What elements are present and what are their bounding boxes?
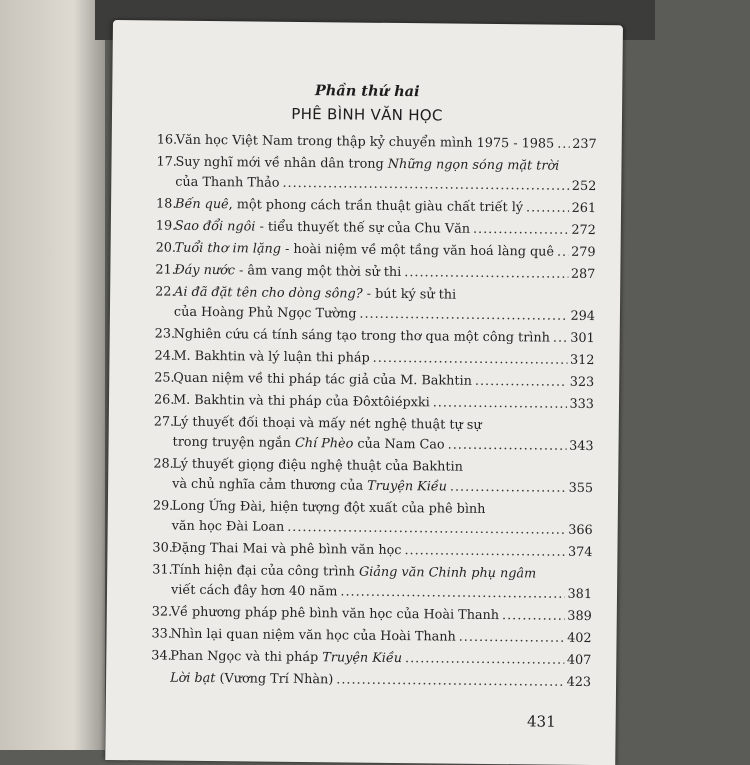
previous-page-edge [0,0,105,750]
page-number: 252 [571,178,597,195]
toc-entry: 16. Văn học Việt Nam trong thập kỷ chuyển mình 1975 - 1985 ..... 237 [157,132,597,159]
page-number: 237 [572,136,597,153]
page-number: 323 [569,374,595,391]
page-number: 423 [566,674,592,691]
toc-entry: Lời bạt (Vương Trí Nhàn) ..... 423 [151,670,591,697]
toc-entry: 29. Long Ứng Đài, hiện tượng đột xuất của phê bình văn học Đài Loan ..... 366 [153,498,593,545]
page-number: 312 [569,352,595,369]
page-number: 343 [569,438,594,455]
part-title: Phần thứ hai [314,82,420,101]
page-number: 389 [567,608,592,625]
page-number: 374 [567,544,593,561]
toc-entry: 24. M. Bakhtin và lý luận thi pháp ..... 312 [154,348,594,375]
toc-entry: 22. Ai đã đặt tên cho dòng sông? - bút ký sử thi của Hoàng Phủ Ngọc Tường ..... 294 [155,284,595,331]
book-page [105,20,623,765]
page-number: 333 [569,396,595,413]
toc-entry: 30. Đặng Thai Mai và phê bình văn học ..... 374 [152,540,592,567]
folio-page-number: 431 [526,712,556,731]
section-title: PHÊ BÌNH VĂN HỌC [291,104,443,125]
toc-entry: 28. Lý thuyết giọng điệu nghệ thuật của Bakhtin và chủ nghĩa cảm thương của Truyện Kiều ..... 355 [153,456,593,503]
page-number: 272 [571,222,596,239]
page-number: 407 [566,652,592,669]
page-number: 402 [567,630,592,647]
toc-entry: 31. Tính hiện đại của công trình Giảng văn Chinh phụ ngâm viết cách đây hơn 40 năm ..... 381 [152,562,592,609]
toc-entry: 34. Phan Ngọc và thi pháp Truyện Kiều ..... 407 [151,648,591,675]
page-number: 294 [570,308,595,325]
toc-entry: 18. Bến quê , một phong cách trần thuật giàu chất triết lý ..... 261 [156,196,596,223]
page-number: 381 [567,586,593,603]
page-number: 355 [568,480,594,497]
toc-entry: 26. M. Bakhtin và thi pháp của Đôxtôiépxki ..... 333 [154,392,594,419]
toc-entry: 23. Nghiên cứu cá tính sáng tạo trong thơ qua một công trình ..... 301 [155,326,595,353]
toc-entry: 25. Quan niệm về thi pháp tác giả của M. Bakhtin ..... 323 [154,370,594,397]
toc-entry: 19. Sao đổi ngôi - tiểu thuyết thế sự của Chu Văn ..... 272 [156,218,596,245]
table-of-contents [151,132,597,697]
page-number: 366 [568,522,593,539]
toc-entry: 20. Tuổi thơ im lặng - hoài niệm về một tầng văn hoá làng quê ..... 279 [155,240,595,267]
page-number: 287 [570,266,596,283]
toc-entry: 21. Đáy nước - âm vang một thời sử thi ..... 287 [155,262,595,289]
toc-entry: 27. Lý thuyết đối thoại và mấy nét nghệ thuật tự sự trong truyện ngắn Chí Phèo của Nam Cao ..... 343 [153,414,593,461]
toc-entry: 32. Về phương pháp phê bình văn học của Hoài Thanh ..... 389 [152,604,592,631]
page-number: 301 [570,330,595,347]
page-number: 261 [571,200,597,217]
page-number: 279 [571,244,596,261]
toc-entry: 33. Nhìn lại quan niệm văn học của Hoài Thanh ..... 402 [151,626,591,653]
toc-entry: 17. Suy nghĩ mới về nhân dân trong Những ngọn sóng mặt trời của Thanh Thảo ..... 252 [156,154,596,201]
